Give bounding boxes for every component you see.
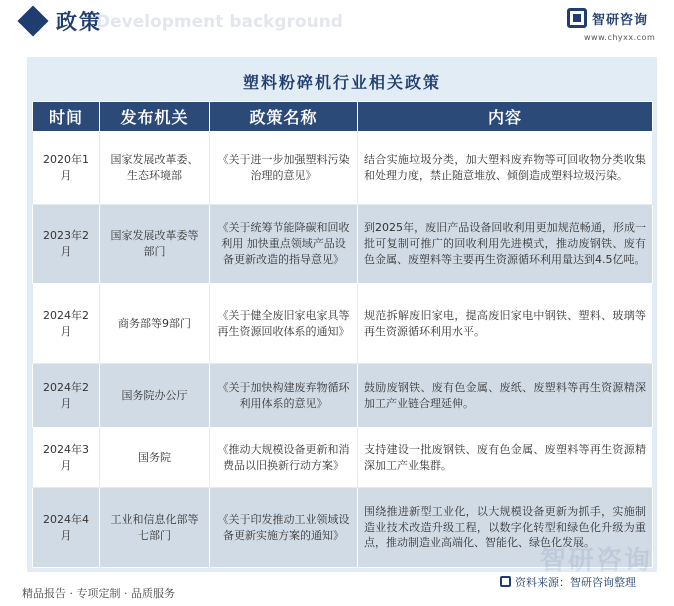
- brand-url: www.chyxx.com: [584, 33, 656, 42]
- diamond-icon: [17, 5, 48, 36]
- cell-policy-name: 《关于健全废旧家电家具等再生资源回收体系的通知》: [210, 284, 358, 364]
- cell-org: 工业和信息化部等七部门: [100, 488, 210, 568]
- cell-content: 鼓励废钢铁、废有色金属、废纸、废塑料等再生资源精深加工产业链合理延伸。: [358, 364, 653, 428]
- source-logo-icon: [500, 576, 511, 587]
- policy-table: [32, 101, 653, 568]
- cell-time: 2024年4月: [33, 488, 100, 568]
- cell-content: 围绕推进新型工业化，以大规模设备更新为抓手，实施制造业技术改造升级工程，以数字化转型和绿色化升级为重点，推动制造业高端化、智能化、绿色化发展。: [358, 488, 653, 568]
- column-header-name: 政策名称: [210, 102, 358, 132]
- cell-policy-name: 《关于加快构建废弃物循环利用体系的意见》: [210, 364, 358, 428]
- header-background-text: Development background: [96, 12, 343, 32]
- cell-content: 规范拆解废旧家电，提高废旧家电中钢铁、塑料、玻璃等再生资源循环利用水平。: [358, 284, 653, 364]
- cell-time: 2024年2月: [33, 364, 100, 428]
- cell-policy-name: 《关于进一步加强塑料污染治理的意见》: [210, 132, 358, 205]
- brand-logo: [567, 8, 648, 28]
- footer-source: [500, 574, 636, 590]
- cell-content: 到2025年，废旧产品设备回收利用更加规范畅通，形成一批可复制可推广的回收利用先进模式，推动废钢铁、废有色金属、废塑料等主要再生资源循环利用量达到4.5亿吨。: [358, 205, 653, 284]
- table-row: [33, 428, 653, 488]
- cell-content: 支持建设一批废钢铁、废有色金属、废塑料等再生资源精深加工产业集群。: [358, 428, 653, 488]
- cell-time: 2024年3月: [33, 428, 100, 488]
- policy-panel: [27, 57, 657, 572]
- cell-content: 结合实施垃圾分类，加大塑料废弃物等可回收物分类收集和处理力度，禁止随意堆放、倾倒造成塑料垃圾污染。: [358, 132, 653, 205]
- brand-logo-icon: [567, 8, 587, 28]
- table-row: [33, 284, 653, 364]
- cell-org: 国务院: [100, 428, 210, 488]
- footer-source-text: 资料来源：智研咨询整理: [515, 576, 636, 589]
- cell-org: 商务部等9部门: [100, 284, 210, 364]
- cell-org: 国家发展改革委等部门: [100, 205, 210, 284]
- column-header-org: 发布机关: [100, 102, 210, 132]
- table-row: [33, 132, 653, 205]
- table-row: [33, 364, 653, 428]
- table-row: [33, 205, 653, 284]
- column-header-time: 时间: [33, 102, 100, 132]
- cell-policy-name: 《推动大规模设备更新和消费品以旧换新行动方案》: [210, 428, 358, 488]
- cell-org: 国务院办公厅: [100, 364, 210, 428]
- column-header-content: 内容: [358, 102, 653, 132]
- table-header-row: [33, 102, 653, 132]
- footer-tagline: 精品报告 · 专项定制 · 品质服务: [22, 587, 175, 600]
- brand-watermark: 智研咨询: [540, 546, 653, 576]
- cell-policy-name: 《关于印发推动工业领域设备更新实施方案的通知》: [210, 488, 358, 568]
- cell-time: 2020年1月: [33, 132, 100, 205]
- cell-time: 2023年2月: [33, 205, 100, 284]
- panel-title: 塑料粉碎机行业相关政策: [242, 73, 441, 92]
- cell-time: 2024年2月: [33, 284, 100, 364]
- page-title: 政策: [56, 10, 102, 34]
- cell-org: 国家发展改革委、生态环境部: [100, 132, 210, 205]
- cell-policy-name: 《关于统筹节能降碳和回收利用 加快重点领域产品设备更新改造的指导意见》: [210, 205, 358, 284]
- brand-name: 智研咨询: [592, 12, 649, 28]
